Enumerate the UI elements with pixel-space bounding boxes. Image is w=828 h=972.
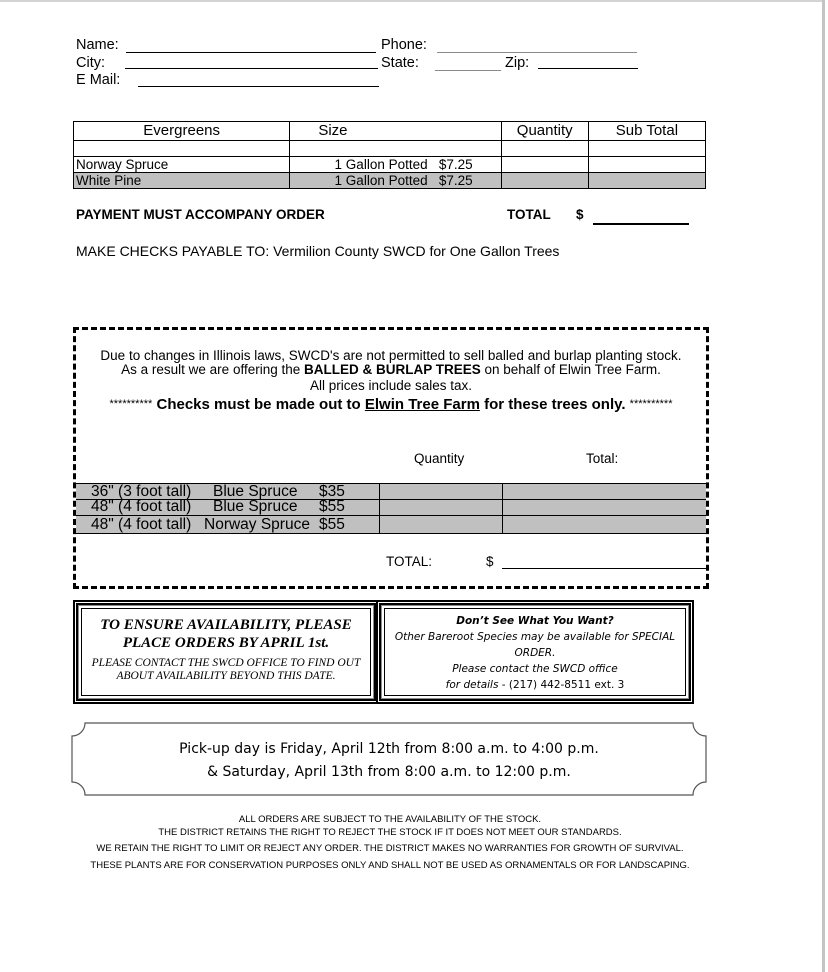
bb-grand-total-label: TOTAL: — [386, 554, 433, 569]
disclaimer-line-4: THESE PLANTS ARE FOR CONSERVATION PURPOSES ONLY AND SHALL NOT BE USED AS ORNAMENTALS OR FOR LANDSCAPING. — [90, 860, 690, 871]
special-order-line-1: Other Bareroot Species may be available for SPECIAL — [394, 631, 676, 643]
name-field[interactable] — [126, 52, 376, 53]
evergreens-table — [73, 121, 706, 189]
bb-size: 36" (3 foot tall) — [91, 483, 192, 500]
stars-right: ********** — [629, 398, 673, 410]
balled-burlap-box — [73, 327, 709, 589]
size-cell — [290, 141, 501, 157]
table-row — [74, 173, 706, 189]
bb-offer-bold: BALLED & BURLAP TREES — [304, 362, 481, 377]
disclaimer-line-3: WE RETAIN THE RIGHT TO LIMIT OR REJECT ANY ORDER. THE DISTRICT MAKES NO WARRANTIES FOR GROWTH OF SURVIVAL. — [96, 843, 684, 854]
bb-species: Blue Spruce — [213, 483, 298, 500]
for-details-text: for details — [445, 679, 499, 691]
availability-body-1: PLEASE CONTACT THE SWCD OFFICE TO FIND OUT — [91, 657, 361, 669]
zip-label: Zip: — [505, 55, 530, 71]
availability-box — [73, 600, 379, 704]
bb-price: $55 — [319, 516, 345, 533]
city-label: City: — [76, 55, 105, 71]
checks-payee: Elwin Tree Farm — [364, 396, 480, 413]
total-label: TOTAL — [507, 207, 551, 222]
quantity-cell[interactable] — [501, 157, 588, 173]
special-order-title: Don’t See What You Want? — [456, 615, 614, 627]
bb-price: $55 — [319, 498, 345, 515]
special-order-line-2: ORDER. — [514, 647, 556, 659]
email-label: E Mail: — [76, 72, 121, 88]
phone-label: Phone: — [381, 37, 427, 53]
bb-law-notice: Due to changes in Illinois laws, SWCD's are not permitted to sell balled and burlap planting stock. — [100, 348, 682, 363]
phone-number: - (217) 442-8511 ext. 3 — [498, 679, 625, 691]
availability-box-inner — [81, 608, 371, 696]
size-cell: 1 Gallon Potted $7.25 — [290, 173, 501, 189]
header-quantity: Quantity — [501, 122, 588, 141]
state-label: State: — [381, 55, 419, 71]
phone-field[interactable] — [437, 52, 637, 53]
total-currency: $ — [576, 207, 584, 222]
pickup-box — [71, 722, 707, 796]
bb-grand-total-field[interactable] — [502, 568, 706, 569]
disclaimer-line-1: ALL ORDERS ARE SUBJECT TO THE AVAILABILITY OF THE STOCK. — [238, 814, 542, 825]
table-row — [76, 500, 706, 516]
bb-offer-post: on behalf of Elwin Tree Farm. — [480, 362, 661, 377]
bb-total-header: Total: — [586, 451, 619, 466]
size-cell: 1 Gallon Potted $7.25 — [290, 157, 501, 173]
stars-left: ********** — [109, 398, 153, 410]
bb-species: Blue Spruce — [213, 498, 298, 515]
bb-price: $35 — [319, 483, 345, 500]
special-order-box-inner — [384, 608, 686, 696]
availability-heading-1: TO ENSURE AVAILABILITY, PLEASE — [100, 617, 352, 633]
bb-species: Norway Spruce — [204, 516, 310, 533]
bb-quantity-cell[interactable] — [380, 516, 503, 534]
table-header-row — [74, 122, 706, 141]
subtotal-cell[interactable] — [588, 157, 705, 173]
bb-total-cell[interactable] — [503, 516, 707, 534]
table-row — [74, 157, 706, 173]
bb-offer-notice — [76, 362, 706, 377]
special-order-box — [376, 600, 694, 704]
header-evergreens: Evergreens — [74, 122, 290, 141]
item-cell: Norway Spruce — [74, 157, 290, 173]
table-row — [74, 141, 706, 157]
subtotal-cell[interactable] — [588, 141, 705, 157]
pickup-line-2: & Saturday, April 13th from 8:00 a.m. to 12:00 p.m. — [207, 764, 571, 780]
checks-pre: Checks must be made out to — [152, 396, 365, 413]
header-size: Size — [290, 122, 501, 141]
disclaimer-line-2: THE DISTRICT RETAINS THE RIGHT TO REJECT THE STOCK IF IT DOES NOT MEET OUR STANDARDS. — [158, 827, 622, 838]
item-cell: White Pine — [74, 173, 290, 189]
city-field[interactable] — [125, 68, 378, 69]
page-right-edge — [822, 0, 825, 972]
bb-tax-notice: All prices include sales tax. — [309, 378, 473, 393]
payment-notice: PAYMENT MUST ACCOMPANY ORDER — [76, 207, 325, 222]
bb-desc-cell — [76, 516, 380, 534]
special-order-line-4 — [385, 677, 685, 693]
total-field[interactable] — [593, 223, 689, 225]
bb-size: 48" (4 foot tall) — [91, 498, 192, 515]
pickup-line-1: Pick-up day is Friday, April 12th from 8:00 a.m. to 4:00 p.m. — [179, 741, 599, 757]
quantity-cell[interactable] — [501, 141, 588, 157]
checks-post: for these trees only. — [479, 396, 630, 413]
checks-payable-text: MAKE CHECKS PAYABLE TO: Vermilion County SWCD for One Gallon Trees — [76, 243, 560, 259]
bb-desc-cell — [76, 500, 380, 516]
page-top-edge — [0, 0, 824, 2]
balled-burlap-table — [76, 483, 706, 534]
subtotal-cell[interactable] — [588, 173, 705, 189]
quantity-cell[interactable] — [501, 173, 588, 189]
name-label: Name: — [76, 37, 119, 53]
bb-quantity-cell[interactable] — [380, 500, 503, 516]
bb-size: 48" (4 foot tall) — [91, 516, 192, 533]
bb-total-cell[interactable] — [503, 484, 707, 500]
item-cell — [74, 141, 290, 157]
email-field[interactable] — [138, 86, 379, 87]
header-subtotal: Sub Total — [588, 122, 705, 141]
bb-checks-notice — [76, 397, 706, 412]
bb-quantity-cell[interactable] — [380, 484, 503, 500]
zip-field[interactable] — [538, 68, 638, 69]
availability-heading-2: PLACE ORDERS BY APRIL 1st. — [122, 635, 330, 651]
table-row — [76, 516, 706, 534]
availability-body-2: ABOUT AVAILABILITY BEYOND THIS DATE. — [116, 670, 336, 682]
pickup-text — [71, 738, 707, 784]
state-field[interactable] — [435, 70, 501, 71]
special-order-line-3: Please contact the SWCD office — [452, 663, 618, 675]
bb-total-cell[interactable] — [503, 500, 707, 516]
bb-grand-total-currency: $ — [486, 554, 494, 569]
bb-quantity-header: Quantity — [414, 451, 465, 466]
bb-offer-pre: As a result we are offering the — [121, 362, 304, 377]
